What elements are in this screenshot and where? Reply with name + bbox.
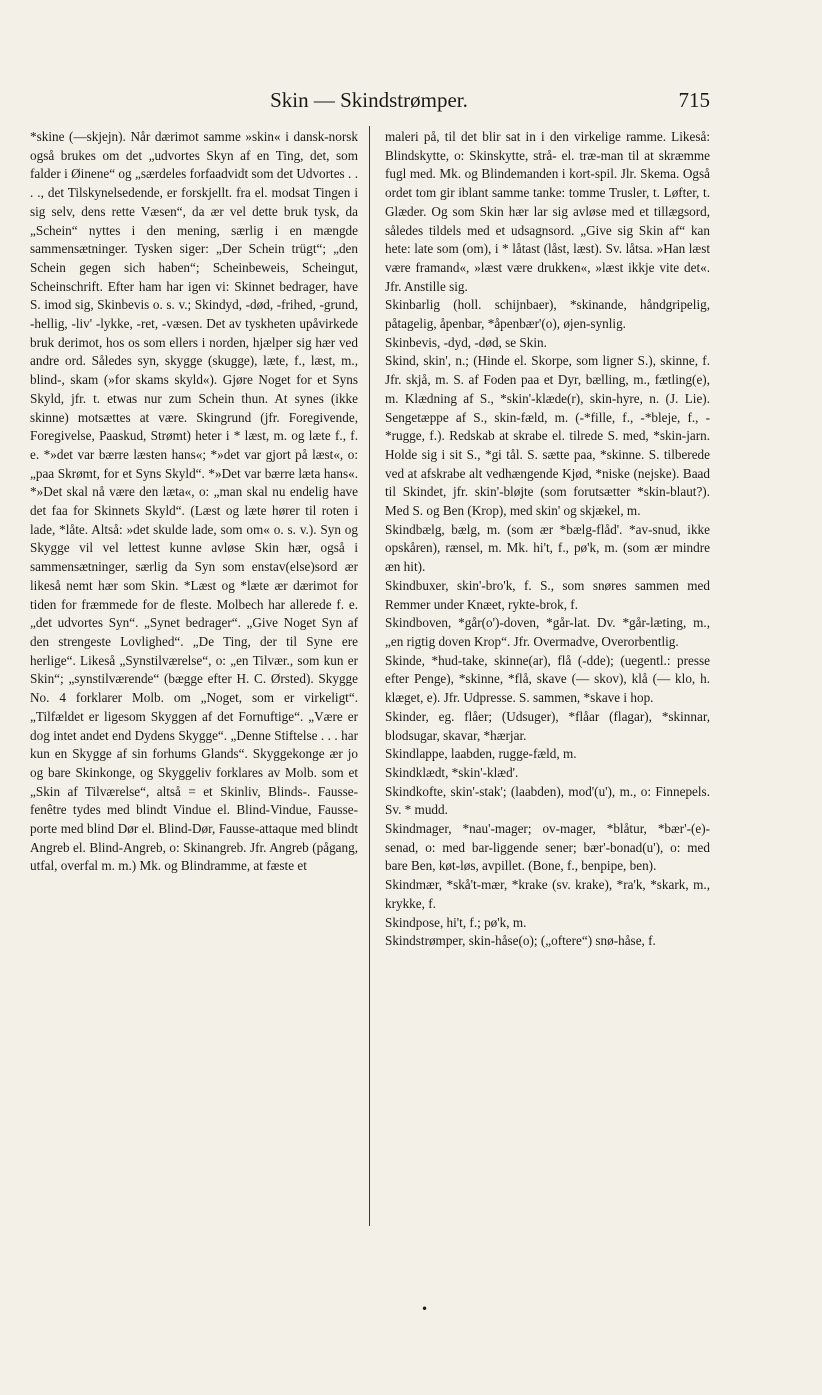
entry-skindbaelg: Skindbælg, bælg, m. (som ær *bælg-flåd'. *av-snud, ikke opskåren), rænsel, m. Mk. hi't, f., pø'k, m. (som ær mindre æn hit). [385, 521, 710, 575]
entry-skin-continued: maleri på, til det blir sat in i den virkelige ramme. Likeså: Blindskytte, o: Skinskytte, strå- el. træ-man til at skræmme fugl med. Mk. og Blindemanden i kort-spil. Jlr. Skema. Også ordet tom gir iblant samme tanke: tomme Trusler, t. Løfter, t. Glæder. Og som Skin hær lar sig avløse med et tillægsord, således tildels med et udsagnsord. „Give sig Skin af“ kan hete: late som (om), i * låtast (låst, læst). Sv. låtsa. »Han læst være framand«, »læst være drukken«, »læst ikkje vite det«. Jfr. Anstille sig. [385, 129, 710, 294]
entry-skinbarlig: Skinbarlig (holl. schijnbaer), *skinande, håndgripelig, påtagelig, åpenbar, *åpenbær'(o), øjen-synlig. [385, 297, 710, 332]
entry-skindstromper: Skindstrømper, skin-håse(o); („oftere“) snø-håse, f. [385, 933, 656, 949]
entry-skindboven: Skindboven, *går(o')-doven, *går-lat. Dv. *går-læting, m., „en rigtig doven Krop“. Jfr. Overmadve, Overorbentlig. [385, 615, 710, 649]
page-header [28, 88, 710, 114]
left-column-text: *skine (—skjejn). Når dærimot samme »skin« i dansk-norsk også brukes om det „udvortes Skyn af en Ting, det, som falder i Øinene“ og „særdeles forfaadvidt som det Udvortes . . . ., det Tilskynelsedende, er forskjellt. fra el. modsat Tingen i sig selv, dens rette Væsen“, da ær vel dette bruk tysk, da „Schein“ nyttes i den mening, særlig i en mængde sammensætninger. Tysken siger: „Der Schein trügt“; „den Schein gegen sich haben“; Scheinbeweis, Scheingut, Scheinschrift. Efter ham har igen vi: Skinnet bedrager, have S. imod sig, Skinbevis o. s. v.; Skindyd, -død, -frihed, -grund, -hellig, -liv' -lykke, -ret, -væsen. Det av tyskheten upåvirkede bruk derimot, hos os som ellers i norden, hjælper sig hær ved andre ord. Således syn, skygge (skugge), læte, f., læst, m., blind-, skam (»for skams skyld«). Gjøre Noget for et Syns Skyld, jfr. t. etwas nur zum Schein thun. At synes (ikke skinne) motsættes at være. Skingrund (jfr. Foregivende, Foregivelse, Paaskud, Strømt) heter i * læst, m. og læte f., f. e. *»det var bærre læsten hans«; *»det var gjort på læst«, o: „paa Skrømt, for et Syns Skyld“. *»Det var bærre læta hans«. *»Det skal nå være den læta«, o: „man skal nu endelig have det faa for Skinnets Skyld“. (Læst og læte hører til roten i lade, *låte. Altså: »det skulde lade, som om« o. s. v.). Syn og Skygge vil vel lettest kunne avløse Skin hær, også i sammensætninger, særlig da Syn som enstav(else)sord ær likeså nemt hær som Skin. *Læst og *læte ær dærimot for tiden for fræmmede for de fleste. Molbech har allerede f. e. „det udvortes Syn“. „Synet bedrager“. „Give Noget Syn af den strengeste Lovlighed“. „De Ting, der til Syne ere herlige“. Likeså „Synstilværelse“, o: „en Tilvær., som kun er Skin“; „synstilværende“ (bægge efter H. C. Ørsted). Skygge No. 4 forklarer Molb. om „Noget, som er virkeligt“. „Tilfældet er ligesom Skyggen af det Fornuftige“. „Være er dog intet andet end Dydens Skygge“. „Denne Stiftelse . . . har kun en Skygge af sin forhums Glands“. Skyggekonge ær jo og bare Skinkonge, og Skyggeliv forklares av Molb. som et „Skin af Tilværelse“, altså = et Skinliv, Blinds-. Fausse-fenêtre tydes med blindt Vindue el. Blind-Vindue, Fausse-porte med blind Dør el. Blind-Dør, Fausse-attaque med blindt Angreb el. Blind-Angreb, o: Skinangreb. Jfr. Angreb (pågang, utfal, overfal m. m.) Mk. og Blindramme, at fæste et [30, 129, 358, 874]
entry-skindklaedt: Skindklædt, *skin'-klæd'. [385, 764, 519, 780]
entry-skindlappe: Skindlappe, laabden, rugge-fæld, m. [385, 746, 577, 762]
left-column [30, 128, 358, 876]
entry-skinbevis: Skinbevis, -dyd, -død, se Skin. [385, 334, 547, 350]
entry-skindmaer: Skindmær, *skå't-mær, *krake (sv. krake), *ra'k, *skark, m., krykke, f. [385, 877, 710, 911]
entry-skindpose: Skindpose, hi't, f.; pø'k, m. [385, 914, 527, 930]
entry-skindkofte: Skindkofte, skin'-stak'; (laabden), mod'(u'), m., o: Finnepels. Sv. * mudd. [385, 783, 710, 818]
column-divider [369, 126, 370, 1226]
entry-skindbuxer: Skindbuxer, skin'-bro'k, f. S., som snøres sammen med Remmer under Knæet, rykte-brok, f. [385, 577, 710, 612]
page-number: 715 [678, 88, 710, 112]
right-column [385, 128, 710, 951]
running-title: Skin — Skindstrømper. [270, 88, 468, 112]
entry-skinde: Skinde, *hud-take, skinne(ar), flå (-dde); (uegentl.: presse efter Penge), *skinne, *flå, skave (— skov), klå (— klo, h. klæget, e). Jfr. Udpresse. S. sammen, *skave i hop. [385, 652, 710, 706]
entry-skinder: Skinder, eg. flåer; (Udsuger), *flåar (flagar), *skinnar, blodsugar, skavar, *hærjar. [385, 708, 710, 743]
entry-skind: Skind, skin', n.; (Hinde el. Skorpe, som ligner S.), skinne, f. Jfr. skjå, m. S. af Foden paa et Dyr, bælling, m., fætling(e), m. Klædning af S., *skin'-klæde(r), skin-hyre, n. (J. Lie). Sengetæppe af S., skin-fæld, m. (-*fille, f., -*bleje, f., -*rugge, f.). Redskab at skrabe el. tilrede S. med, *skin-jarn. Holde sig i sit S., *gi tål. S. sætte paa, *skinne. S. tilberede ved at afskrabe alt vedhængende Kjød, *niske (nejske). Baad til Skindet, jfr. skin'-bløjte (som forutsætter *skin-blaut?). Med S. og Ben (Krop), med skin' og skjækel, m. [385, 353, 710, 519]
entry-skindmager: Skindmager, *nau'-mager; ov-mager, *blåtur, *bær'-(e)-senad, o: med bar-liggende sener; bær'-bonad(u'), o: med bare Ben, køt-løs, avpillet. (Bone, f., benpipe, ben). [385, 821, 710, 874]
footer-mark: • [421, 1302, 429, 1316]
